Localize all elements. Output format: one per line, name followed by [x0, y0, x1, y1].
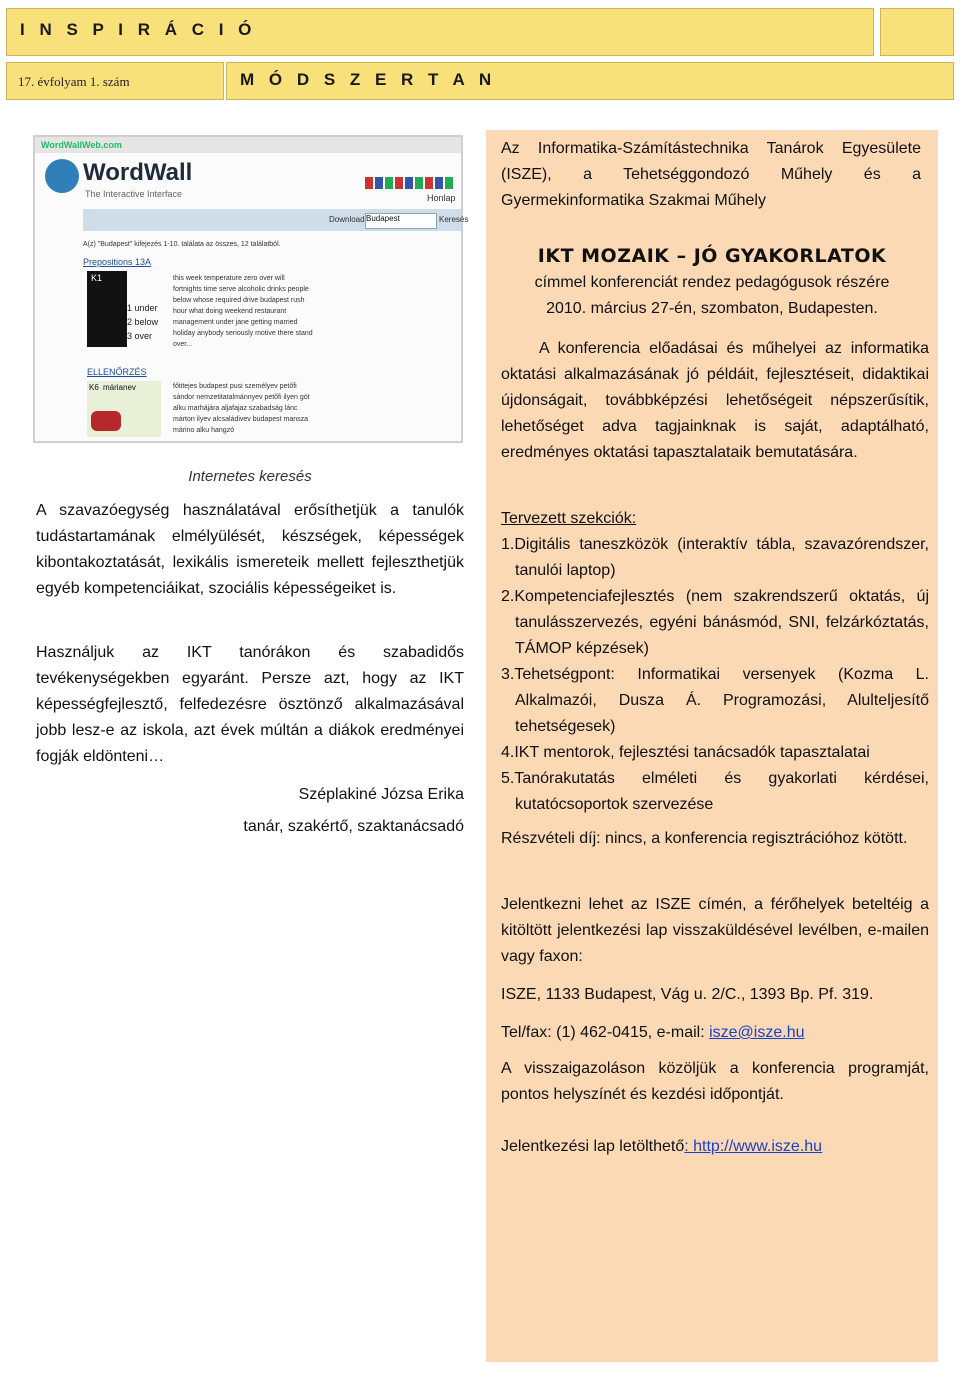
- participation-fee: Részvételi díj: nincs, a konferencia regisztrációhoz kötött.: [501, 830, 908, 847]
- email-link[interactable]: isze@isze.hu: [709, 1024, 805, 1041]
- car-icon: [91, 411, 121, 431]
- paragraph-2: Használjuk az IKT tanórákon és szabadidős tevékenységekben egyaránt. Persze azt, hogy az IKT képességfejlesztő, felfedezésre ösztönző alkalmazásával jobb lesz-e az iskola, azt évek múltán a diákok eredményei fogják eldönteni…: [36, 644, 464, 765]
- section-title: I N S P I R Á C I Ó: [20, 20, 257, 39]
- tel-label: Tel/fax: (1) 462-0415, e-mail:: [501, 1024, 710, 1041]
- website-link[interactable]: : http://www.isze.hu: [684, 1138, 823, 1155]
- panel2-word: márianev: [103, 383, 136, 392]
- site-url: WordWallWeb.com: [41, 140, 122, 150]
- list-item: 3.Tehetségpont: Informatikai versenyek (Kozma L. Alkalmazói, Dusza Á. Programozási, Alulteljesítő tehetségesek): [501, 666, 929, 735]
- conference-subtitle: címmel konferenciát rendez pedagógusok részére: [534, 274, 890, 291]
- search-button: Keresés: [439, 215, 469, 224]
- wordwall-logo-icon: [45, 159, 79, 193]
- conference-date: 2010. március 27-én, szombaton, Budapesten.: [546, 300, 878, 317]
- header-band-right: [880, 8, 954, 56]
- author-role: tanár, szakértő, szaktanácsadó: [243, 818, 464, 835]
- application-info: Jelentkezni lehet az ISZE címén, a férőhelyek beteltéig a kitöltött jelentkezési lap visszaküldésével levélben, e-mailen vagy faxon:: [501, 896, 929, 965]
- panel-title-prepositions: Prepositions 13A: [83, 257, 152, 267]
- download-label: Jelentkezési lap letölthető: [501, 1138, 685, 1155]
- search-input: Budapest: [365, 213, 437, 229]
- list-item: 5.Tanórakutatás elméleti és gyakorlati kérdései, kutatócsoportok szervezése: [501, 770, 929, 813]
- list-item: 1.Digitális taneszközök (interaktív tábla, szavazórendszer, tanulói laptop): [501, 536, 929, 579]
- issue-label: 17. évfolyam 1. szám: [18, 74, 130, 89]
- author-name: Széplakiné Józsa Erika: [298, 786, 464, 803]
- homepage-link: Honlap: [427, 193, 456, 203]
- result-summary: A(z) "Budapest" kifejezés 1-10. találata az összes, 12 találatból.: [83, 241, 281, 248]
- organizers: Az Informatika-Számítástechnika Tanárok Egyesülete (ISZE), a Tehetséggondozó Műhely és a Gyermekinformatika Szakmai Műhely: [501, 140, 921, 209]
- conference-description: A konferencia előadásai és műhelyei az informatika oktatási alkalmazásának jó példáit, fejlesztéseit, didaktikai újdonságait, továbbképzési lehetőségeit népszerűsítik, lehetőséget adva tagjainknak is saját, adaptálható, eredményes oktatási tapasztalataik bemutatására.: [501, 340, 929, 461]
- panel-text: this week temperature zero over will fortnights time serve alcoholic drinks people below whose required drive budapest rush hour what doing weekend restaurant management under jane getting married holiday anybody seriously motive there stand over...: [173, 275, 313, 348]
- option-2: 2 below: [127, 317, 159, 327]
- sections-heading: Tervezett szekciók:: [501, 510, 637, 527]
- conference-box: [486, 130, 938, 1362]
- paragraph-1: A szavazóegység használatával erősíthetjük a tanulók tudástartamának elmélyülését, készségek, képességek kibontakoztatását, lexikális ismereteik mellett fejleszthetjük egyéb kompetenciáikat, szociális képességeiket is.: [36, 502, 464, 597]
- download-line: [501, 1134, 822, 1160]
- list-item: 2.Kompetenciafejlesztés (nem szakrendszerű oktatás, új tanulásszervezés, egyéni bánásmód, SNI, felzárkóztatás, TÁMOP képzések): [501, 588, 929, 657]
- download-link: Download: [329, 215, 365, 224]
- list-item: 4.IKT mentorok, fejlesztési tanácsadók tapasztalatai: [501, 744, 870, 761]
- wordwall-tagline: The Interactive Interface: [85, 189, 183, 199]
- sections-list: [501, 532, 929, 818]
- postal-address: ISZE, 1133 Budapest, Vág u. 2/C., 1393 Bp. Pf. 319.: [501, 986, 874, 1003]
- header-top: [0, 0, 960, 62]
- option-3: 3 over: [127, 331, 153, 341]
- conference-title: IKT MOZAIK – JÓ GYAKORLATOK: [537, 245, 887, 267]
- wordwall-screenshot: [33, 135, 469, 443]
- option-1: 1 under: [127, 303, 158, 313]
- panel2-text: főtitejes budapest pusi személyev petőfi sándor nemzetitatalmánnyev petőfi ilyen gót alku marhájára aljafajaz szabadság lánc márton ilyev alcsaládivev budapest mansza márino alku hangzó: [173, 383, 310, 434]
- language-flags-icon: [365, 177, 455, 189]
- rubric-title: M Ó D S Z E R T A N: [240, 70, 497, 89]
- contact-line: [501, 1020, 804, 1046]
- panel-code: K1: [91, 273, 103, 283]
- panel-title-ellenorzes: ELLENŐRZÉS: [87, 367, 147, 377]
- image-caption: Internetes keresés: [188, 468, 312, 485]
- panel2-code: K6: [89, 383, 99, 392]
- confirmation-note: A visszaigazoláson közöljük a konferencia programját, pontos helyszínét és kezdési időpontját.: [501, 1060, 929, 1103]
- header-bottom: [0, 62, 960, 102]
- wordwall-logo: WordWall: [83, 159, 193, 186]
